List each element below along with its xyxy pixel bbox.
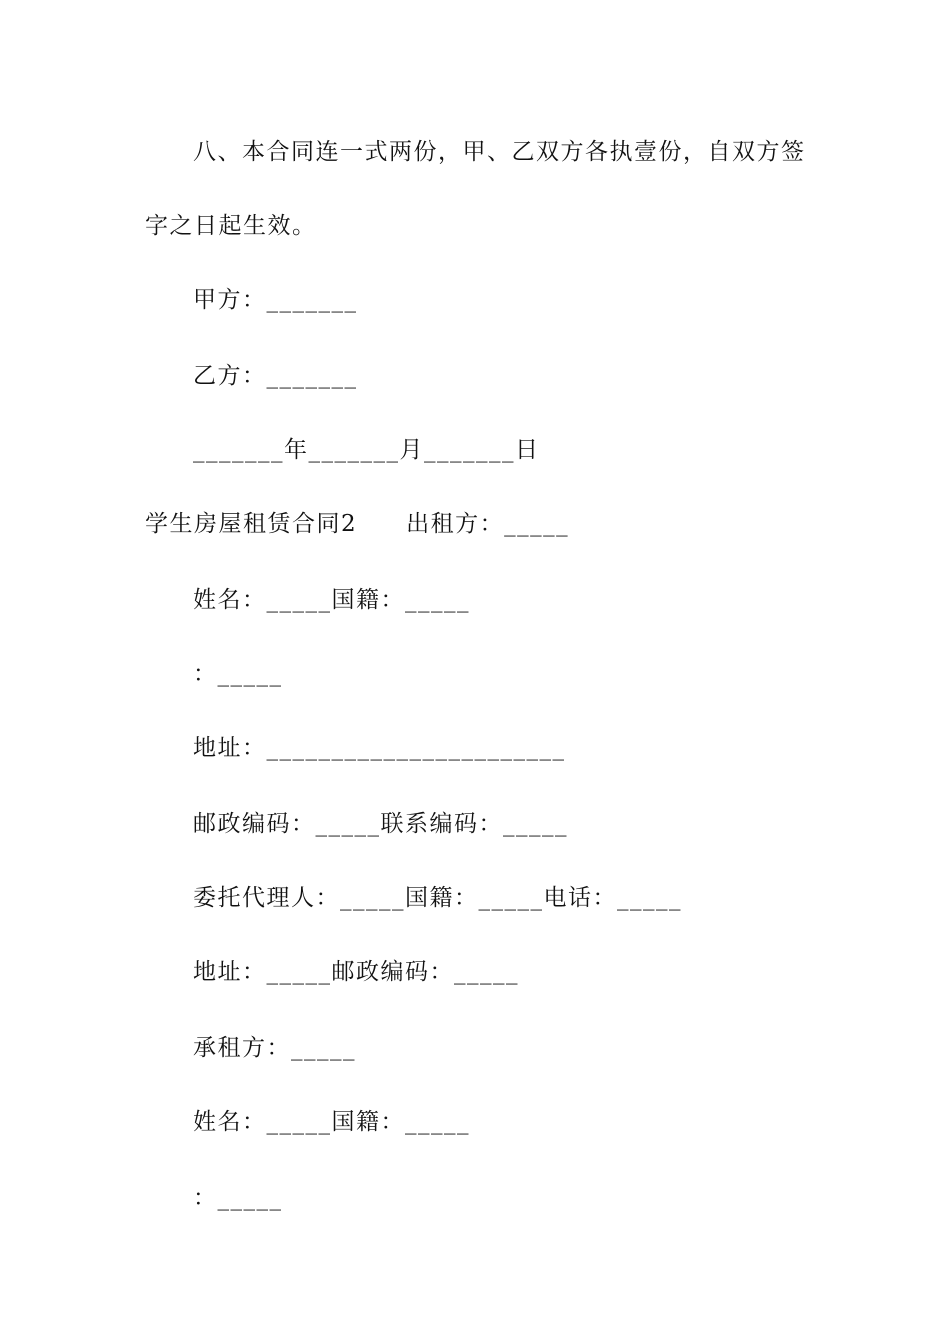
party-a-signature: 甲方：_______ xyxy=(193,287,358,313)
lessor-address: 地址：_______________________ xyxy=(193,735,566,761)
lessee-blank-field: ：_____ xyxy=(193,1185,283,1211)
clause-8-line-1: 八、本合同连一式两份，甲、乙双方各执壹份，自双方签 xyxy=(193,139,806,165)
lessee-heading: 承租方：_____ xyxy=(193,1035,356,1061)
lessor-blank-field: ：_____ xyxy=(193,661,283,687)
signing-date: _______年_______月_______日 xyxy=(193,437,540,463)
agent-address-postcode: 地址：_____邮政编码：_____ xyxy=(193,959,519,985)
lessee-name-nationality: 姓名：_____国籍：_____ xyxy=(193,1109,470,1135)
agent-info: 委托代理人：_____国籍：_____电话：_____ xyxy=(193,885,682,911)
lessor-name-nationality: 姓名：_____国籍：_____ xyxy=(193,587,470,613)
party-b-signature: 乙方：_______ xyxy=(193,363,358,389)
contract-title-lessor: 学生房屋租赁合同2 出租方：_____ xyxy=(145,511,570,537)
clause-8-line-2: 字之日起生效。 xyxy=(145,213,317,239)
lessor-postcode-contact: 邮政编码：_____联系编码：_____ xyxy=(193,811,568,837)
